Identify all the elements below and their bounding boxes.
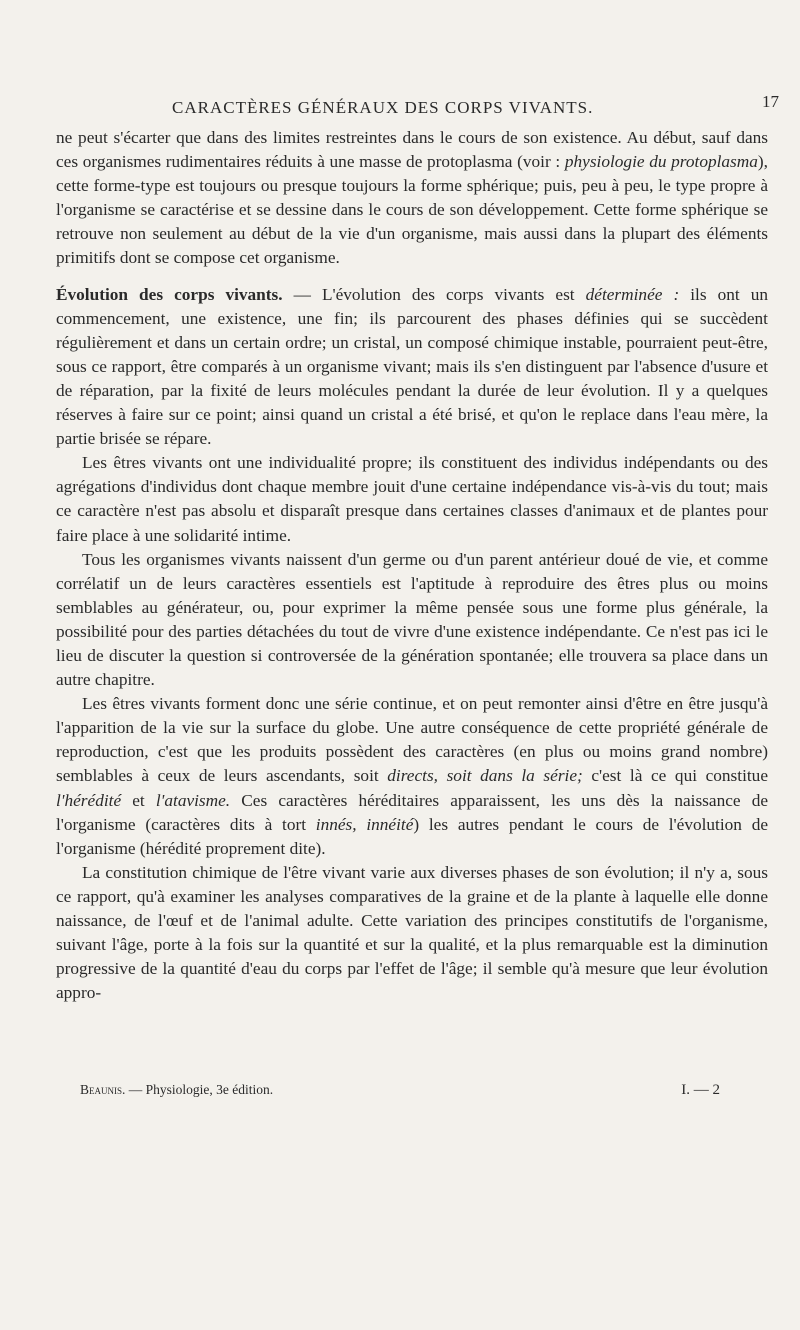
paragraph-3: Les êtres vivants ont une individualité propre; ils constituent des individus indépendants ou des agrégations d'individus dont chaque membre jouit d'une certaine indépendance vis-à-vis du tout; mais ce caractère n'est pas absolu et disparaît presque dans certaines classes d'animaux et de plantes pour faire place à une solidarité intime. xyxy=(56,453,768,545)
paragraph-evolution: Évolution des corps vivants. — L'évolution des corps vivants est déterminée : ils ont un commencement, une existence, une fin; ils parcourent des phases définies qui se succèdent régulièrement et dans un certain ordre; un cristal, un composé chimique instable, pourraient peut-être, sous ce rapport, être comparés à un organisme vivant; mais ils s'en distinguent par l'absence d'usure et de réparation, par la fixité de leurs molécules pendant la durée de leur évolution. Il y a quelques réserves à faire sur ce point; ainsi quand un cristal a été brisé, et qu'on le replace dans l'eau mère, la partie brisée se répare. xyxy=(56,284,768,449)
paragraph-6: La constitution chimique de l'être vivant varie aux diverses phases de son évolution; il n'y a, sous ce rapport, qu'à examiner les analyses comparatives de la graine et de la plante à laquelle elle donne naissance, de l'œuf et de l'animal adulte. Cette variation des principes constitutifs de l'organisme, suivant l'âge, porte à la fois sur la quantité et sur la qualité, et la plus remarquable est la diminution progressive de la quantité d'eau du corps par l'effet de l'âge; il semble qu'à mesure que leur évolution appro- xyxy=(56,862,768,1003)
paragraph-1: ne peut s'écarter que dans des limites restreintes dans le cours de son existence. Au début, sauf dans ces organismes rudimentaires réduits à une masse de protoplasma (voir : physiologie du protoplasma), cette forme-type est toujours ou presque toujours la forme sphérique; puis, peu à peu, le type propre à l'organisme se caractérise et se dessine dans le cours de son développement. Cette forme sphérique se retrouve non seulement au début de la vie d'un organisme, mais aussi dans la plupart des éléments primitifs dont se compose cet organisme. xyxy=(56,128,768,268)
footer xyxy=(80,1082,740,1099)
footer-citation: Beaunis. — Physiologie, 3e édition. xyxy=(80,1082,274,1097)
paragraph-5: Les êtres vivants forment donc une série continue, et on peut remonter ainsi d'être en être jusqu'à l'apparition de la vie sur la surface du globe. Une autre conséquence de cette propriété générale de reproduction, c'est que les produits possèdent des caractères (en plus ou moins grand nombre) semblables à ceux de leurs ascendants, soit directs, soit dans la série; c'est là ce qui constitue l'hérédité et l'atavisme. Ces caractères héréditaires apparaissent, les uns dès la naissance de l'organisme (caractères dits à tort innés, innéité) les autres pendant le cours de l'évolution de l'organisme (hérédité proprement dite). xyxy=(56,694,769,858)
running-title: CARACTÈRES GÉNÉRAUX DES CORPS VIVANTS. xyxy=(172,98,594,117)
paragraph-4: Tous les organismes vivants naissent d'un germe ou d'un parent antérieur doué de vie, et comme corrélatif un de leurs caractères essentiels est l'aptitude à reproduire des êtres plus ou moins semblables au générateur, ou, pour exprimer la même pensée sous une forme plus générale, la possibilité pour des parties détachées du tout de vivre d'une existence indépendante. Ce n'est pas ici le lieu de discuter la question si controversée de la génération spontanée; elle trouvera sa place dans un autre chapitre. xyxy=(56,549,768,690)
signature-mark: I. — 2 xyxy=(681,1082,720,1098)
page-number: 17 xyxy=(762,92,779,111)
body-text xyxy=(56,126,768,1005)
section-title: Évolution des corps vivants. xyxy=(56,284,283,304)
